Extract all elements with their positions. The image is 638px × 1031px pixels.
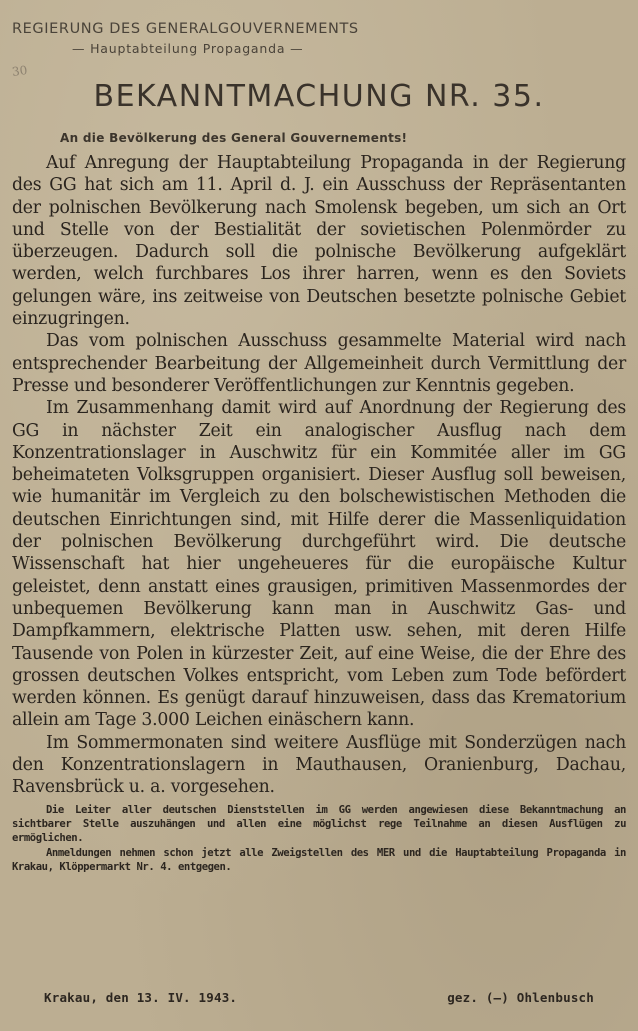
place-date: Krakau, den 13. IV. 1943.: [44, 990, 238, 1005]
footer: [44, 990, 594, 1005]
notice-officials: Die Leiter aller deutschen Dienststellen im GG werden angewiesen diese Bekanntmachung an sichtbarer Stelle auszuhängen und allen eine möglichst rege Teilnahme an diesen Ausflügen zu ermöglichen.: [12, 803, 626, 845]
department-name: — Hauptabteilung Propaganda —: [72, 41, 304, 56]
announcement-body: [12, 152, 626, 875]
government-name: REGIERUNG DES GENERALGOUVERNEMENTS: [12, 21, 359, 37]
paragraph-auschwitz: Im Zusammenhang damit wird auf Anordnung der Regierung des GG in nächster Zeit ein analogischer Ausflug nach dem Konzentrationslager in Auschwitz für ein Kommitée aller im GG beheimateten Volksgruppen organisiert. Dieser Ausflug soll beweisen, wie humanitär im Vergleich zu den bolschewistischen Methoden die deutschen Einrichtungen sind, mit Hilfe derer die Massenliquidation der polnischen Bevölkerung durchgeführt wird. Die deutsche Wissenschaft hat hier ungeheueres für die europäische Kultur geleistet, denn anstatt eines grausigen, primitiven Massenmordes der unbequemen Bevölkerung kann man in Auschwitz Gas- und Dampfkammern, elektrische Platten usw. sehen, mit deren Hilfe Tausende von Polen in kürzester Zeit, auf eine Weise, die der Ehre des grossen deutschen Volkes entspricht, vom Leben zum Tode befördert werden können. Es genügt darauf hinzuweisen, dass das Krematorium allein am Tage 3.000 Leichen einäschern kann.: [12, 398, 626, 731]
paragraph-material: Das vom polnischen Ausschuss gesammelte Material wird nach entsprechender Bearbeitung der Allgemeinheit durch Vermittlung der Presse und besonderer Veröffentlichungen zur Kenntnis gegeben.: [12, 331, 626, 396]
signature: gez. (—) Ohlenbusch: [447, 990, 594, 1005]
paragraph-summer-trips: Im Sommermonaten sind weitere Ausflüge mit Sonderzügen nach den Konzentrationslagern in Mauthausen, Oranienburg, Dachau, Ravensbrück u. a. vorgesehen.: [12, 732, 626, 798]
notice-registration: Anmeldungen nehmen schon jetzt alle Zweigstellen des MER und die Hauptabteilung Propaganda in Krakau, Klöppermarkt Nr. 4. entgegen.: [12, 846, 626, 874]
page-title: BEKANNTMACHUNG NR. 35.: [93, 79, 545, 114]
paragraph-smolensk: Auf Anregung der Hauptabteilung Propaganda in der Regierung des GG hat sich am 11. April d. J. ein Ausschuss der Repräsentanten der polnischen Bevölkerung nach Smolensk begeben, um sich an Ort und Stelle von der Bestialität der sovietischen Polenmörder zu überzeugen. Dadurch soll die polnische Bevölkerung aufgeklärt werden, welch furchbares Los ihrer harren, wenn es den Soviets gelungen wäre, ins zeitweise von Deutschen besetzte polnische Gebiet einzugringen.: [12, 153, 626, 330]
addressee-line: An die Bevölkerung des General Gouvernements!: [60, 131, 408, 145]
margin-note: 30: [11, 63, 29, 79]
